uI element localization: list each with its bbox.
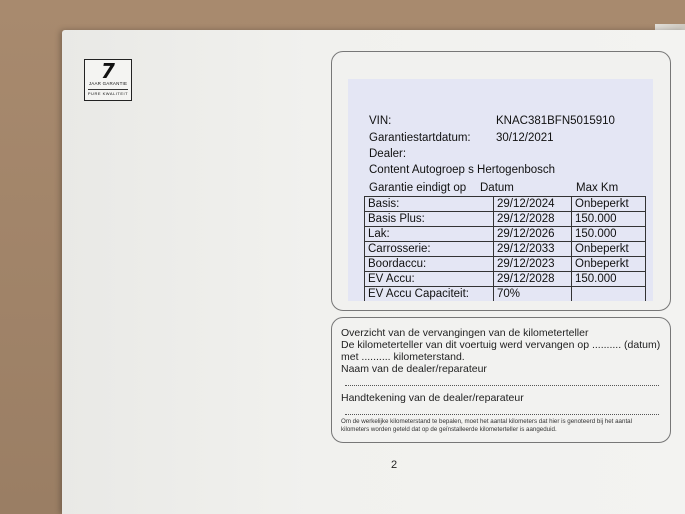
row-date: 29/12/2026 — [494, 227, 572, 242]
row-km: Onbeperkt — [572, 242, 646, 257]
row-km — [572, 287, 646, 302]
row-date: 70% — [494, 287, 572, 302]
header-col1: Garantie eindigt op — [369, 182, 467, 194]
row-km: Onbeperkt — [572, 197, 646, 212]
row-label: Basis: — [365, 197, 494, 212]
warranty-logo — [84, 59, 132, 101]
warranty-sticker — [348, 79, 653, 301]
dealer-name-label: Naam van de dealer/reparateur — [341, 363, 487, 375]
odometer-box — [331, 317, 671, 443]
dealer-label: Dealer: — [369, 148, 407, 160]
signature-label: Handtekening van de dealer/reparateur — [341, 392, 524, 404]
row-label: EV Accu: — [365, 272, 494, 287]
fine-print-line1: Om de werkelijke kilometerstand te bepalen, moet het aantal kilometers dat hier is genoteerd bij het aantal — [341, 418, 632, 425]
row-label: Carrosserie: — [365, 242, 494, 257]
fine-print-line2: kilometers worden geteld dat op de geïnstalleerde kilometerteller is aangeduid. — [341, 426, 557, 433]
dealer-name-line[interactable] — [345, 384, 659, 386]
table-row — [365, 272, 646, 287]
row-date: 29/12/2024 — [494, 197, 572, 212]
row-date: 29/12/2028 — [494, 272, 572, 287]
row-date: 29/12/2033 — [494, 242, 572, 257]
odometer-line1: De kilometerteller van dit voertuig werd vervangen op .......... (datum) — [341, 339, 661, 351]
row-label: Basis Plus: — [365, 212, 494, 227]
start-date-label: Garantiestartdatum: — [369, 132, 471, 144]
start-date-value: 30/12/2021 — [496, 132, 554, 144]
table-row — [365, 212, 646, 227]
row-label: Boordaccu: — [365, 257, 494, 272]
table-row — [365, 287, 646, 302]
logo-line1: JAAR GARANTIE — [88, 81, 128, 86]
row-date: 29/12/2023 — [494, 257, 572, 272]
dealer-value: Content Autogroep s Hertogenbosch — [369, 164, 556, 176]
table-row — [365, 242, 646, 257]
logo-number: 7 — [101, 59, 115, 83]
page-number: 2 — [391, 459, 398, 471]
vin-label: VIN: — [369, 115, 392, 127]
header-col3: Max Km — [576, 182, 619, 194]
logo-divider — [88, 89, 128, 90]
odometer-title: Overzicht van de vervangingen van de kilometerteller — [341, 327, 589, 339]
row-date: 29/12/2028 — [494, 212, 572, 227]
header-col2: Datum — [480, 182, 514, 194]
row-km: 150.000 — [572, 272, 646, 287]
row-label: Lak: — [365, 227, 494, 242]
odometer-line2: met .......... kilometerstand. — [341, 351, 465, 363]
row-label: EV Accu Capaciteit: — [365, 287, 494, 302]
table-row — [365, 197, 646, 212]
row-km: 150.000 — [572, 227, 646, 242]
row-km: Onbeperkt — [572, 257, 646, 272]
warranty-table — [364, 196, 646, 301]
signature-line[interactable] — [345, 413, 659, 415]
logo-line2: PURE KWALITEIT — [87, 91, 129, 96]
vin-value: KNAC381BFN5015910 — [496, 115, 615, 127]
table-row — [365, 257, 646, 272]
table-row — [365, 227, 646, 242]
row-km: 150.000 — [572, 212, 646, 227]
